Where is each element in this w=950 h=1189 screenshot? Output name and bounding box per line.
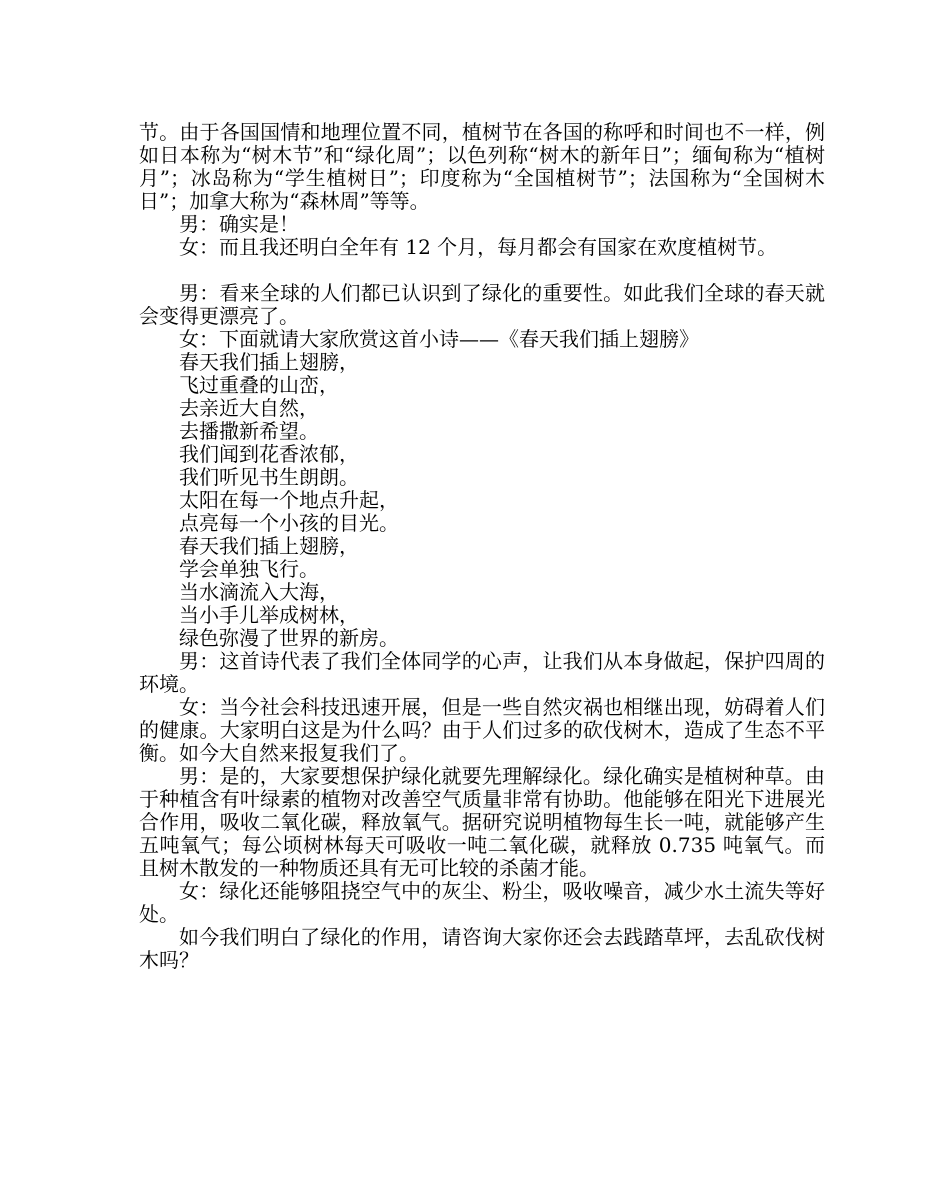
poem-line: 飞过重叠的山峦， — [179, 373, 339, 397]
poem-line: 点亮每一个小孩的目光。 — [179, 511, 399, 535]
poem-line: 春天我们插上翅膀， — [179, 534, 359, 558]
poem-line: 春天我们插上翅膀， — [179, 350, 359, 374]
paragraph-dialogue: 男：是的，大家要想保护绿化就要先理解绿化。绿化确实是植树种草。由于种植含有叶绿素的植物对改善空气质量非常有协助。他能够在阳光下进展光合作用，吸收二氧化碳，释放氧气。据研究说明植物每生长一吨，就能够产生五吨氧气；每公顷树林每天可吸收一吨二氧化碳，就释放 0.735 吨氧气。而且树木散发的一种物质还具有无可比较的杀菌才能。 — [139, 764, 825, 880]
poem-line: 我们闻到花香浓郁， — [179, 442, 359, 466]
paragraph-dialogue: 女：而且我还明白全年有 12 个月，每月都会有国家在欢度植树节。 — [179, 235, 778, 259]
paragraph-dialogue: 女：当今社会科技迅速开展，但是一些自然灾祸也相继出现，妨碍着人们的健康。大家明白这是为什么吗？由于人们过多的砍伐树木，造成了生态不平衡。如今大自然来报复我们了。 — [139, 695, 825, 765]
paragraph-dialogue: 男：这首诗代表了我们全体同学的心声，让我们从本身做起，保护四周的环境。 — [139, 649, 825, 696]
poem-line: 当水滴流入大海， — [179, 580, 339, 604]
poem-line: 去亲近大自然， — [179, 396, 319, 420]
poem-line: 绿色弥漫了世界的新房。 — [179, 626, 399, 650]
poem-line: 去播撒新希望。 — [179, 419, 319, 443]
poem-line: 太阳在每一个地点升起， — [179, 488, 399, 512]
poem-line: 学会单独飞行。 — [179, 557, 319, 581]
paragraph-dialogue: 女：下面就请大家欣赏这首小诗——《春天我们插上翅膀》 — [179, 327, 699, 351]
paragraph-dialogue: 男：看来全球的人们都已认识到了绿化的重要性。如此我们全球的春天就会变得更漂亮了。 — [139, 281, 825, 328]
paragraph-intro: 节。由于各国国情和地理位置不同，植树节在各国的称呼和时间也不一样，例如日本称为“树木节”和“绿化周”；以色列称“树木的新年日”；缅甸称为“植树月”；冰岛称为“学生植树日”；印度称为“全国植树节”；法国称为“全国树木日”；加拿大称为“森林周”等等。 — [139, 120, 825, 213]
paragraph-dialogue: 男：确实是！ — [179, 212, 299, 236]
poem-line: 当小手儿举成树林， — [179, 603, 359, 627]
poem-line: 我们听见书生朗朗。 — [179, 465, 359, 489]
paragraph-dialogue: 女：绿化还能够阻挠空气中的灰尘、粉尘，吸收噪音，减少水土流失等好处。 — [139, 879, 825, 926]
paragraph-closing: 如今我们明白了绿化的作用，请咨询大家你还会去践踏草坪，去乱砍伐树木吗？ — [139, 925, 825, 972]
document-body — [139, 121, 825, 972]
